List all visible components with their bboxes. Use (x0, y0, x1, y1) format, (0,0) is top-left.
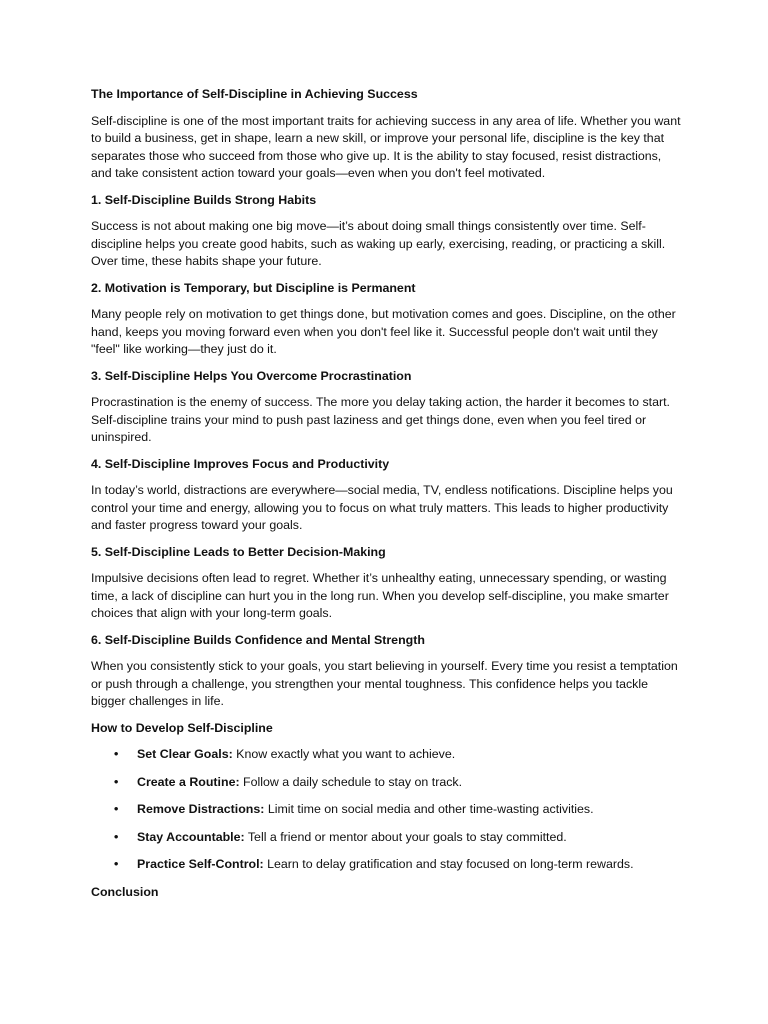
list-item-term: Practice Self-Control: (137, 857, 264, 871)
intro-paragraph: Self-discipline is one of the most important traits for achieving success in any area of life. Whether you want to build a business, get in shape, learn a new skill, or improve your personal life, discipline is the key that separates those who succeed from those who give up. It is the ability to stay focused, resist distractions, and take consistent action toward your goals—even when you don't feel motivated. (91, 113, 681, 180)
bullet-icon: • (114, 829, 119, 844)
section-body: Many people rely on motivation to get things done, but motivation comes and goes. Discipline, on the other hand, keeps you moving forward even when you don't feel like it. Successful people don't wait until they "feel" like working—they just do it. (91, 307, 676, 356)
section-heading: 1. Self-Discipline Builds Strong Habits (91, 192, 317, 207)
document-title: The Importance of Self-Discipline in Achieving Success (91, 87, 418, 101)
list-item-text: Tell a friend or mentor about your goals to stay committed. (244, 829, 567, 844)
list-item-term: Set Clear Goals: (137, 747, 233, 761)
section-heading: 4. Self-Discipline Improves Focus and Productivity (91, 456, 390, 471)
list-item-text: Limit time on social media and other time-wasting activities. (264, 802, 594, 816)
section-body: Impulsive decisions often lead to regret. Whether it’s unhealthy eating, unnecessary spending, or wasting time, a lack of discipline can hurt you in the long run. When you develop self-discipline, you make smarter choices that align with your long-term goals. (91, 571, 669, 620)
section-body: Success is not about making one big move—it’s about doing small things consistently over time. Self-discipline helps you create good habits, such as waking up early, exercising, reading, or practicing a skill. Over time, these habits shape your future. (91, 219, 666, 268)
how-to-heading: How to Develop Self-Discipline (91, 720, 273, 735)
list-item-text: Learn to delay gratification and stay focused on long-term rewards. (263, 857, 634, 871)
conclusion-heading: Conclusion (91, 884, 159, 899)
bullet-icon: • (114, 774, 119, 789)
section-heading: 2. Motivation is Temporary, but Discipline is Permanent (91, 280, 416, 295)
section-heading: 3. Self-Discipline Helps You Overcome Procrastination (91, 368, 412, 383)
bullet-icon: • (114, 802, 119, 816)
how-to-list (91, 746, 683, 874)
bullet-icon: • (114, 857, 119, 871)
section-body: In today’s world, distractions are everywhere—social media, TV, endless notifications. Discipline helps you control your time and energy, allowing you to focus on what truly matters. This leads to higher productivity and faster progress toward your goals. (91, 483, 673, 532)
list-item (91, 746, 683, 764)
list-item-term: Create a Routine: (137, 774, 240, 789)
section-body: When you consistently stick to your goals, you start believing in yourself. Every time you resist a temptation or push through a challenge, you strengthen your mental toughness. This confidence helps you tackle bigger challenges in life. (91, 659, 678, 708)
section-heading: 5. Self-Discipline Leads to Better Decision-Making (91, 544, 386, 559)
list-item (91, 829, 683, 847)
section-body: Procrastination is the enemy of success. The more you delay taking action, the harder it becomes to start. Self-discipline trains your mind to push past laziness and get things done, even when you feel tired or uninspired. (91, 395, 670, 444)
list-item-text: Follow a daily schedule to stay on track. (239, 774, 463, 789)
list-item (91, 801, 683, 819)
bullet-icon: • (114, 747, 119, 761)
list-item (91, 774, 683, 792)
list-item (91, 856, 683, 874)
document-page (91, 86, 683, 910)
list-item-term: Remove Distractions: (137, 802, 265, 816)
list-item-text: Know exactly what you want to achieve. (232, 747, 456, 761)
list-item-term: Stay Accountable: (137, 829, 245, 844)
section-heading: 6. Self-Discipline Builds Confidence and Mental Strength (91, 632, 425, 647)
